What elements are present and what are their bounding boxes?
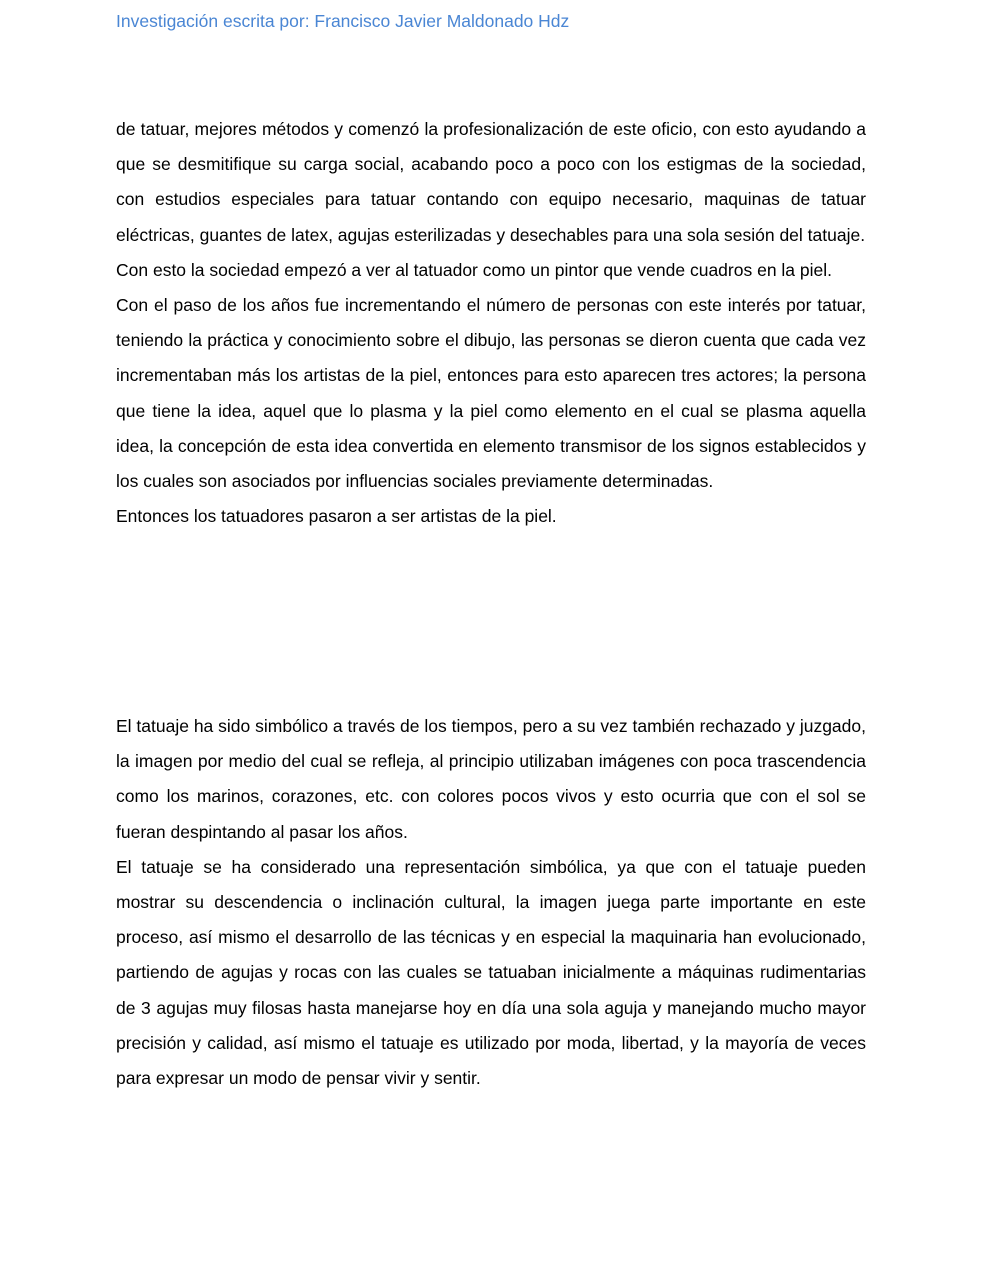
paragraph: El tatuaje ha sido simbólico a través de los tiempos, pero a su vez también rechazado y juzgado, la imagen por medio del cual se refleja, al principio utilizaban imágenes con poca trascendencia como los marinos, corazones, etc. con colores pocos vivos y esto ocurria que con el sol se fueran despintando al pasar los años. <box>116 716 866 842</box>
paragraph: El tatuaje se ha considerado una representación simbólica, ya que con el tatuaje pueden mostrar su descendencia o inclinación cultural, la imagen juega parte importante en este proceso, así mismo el desarrollo de las técnicas y en especial la maquinaria han evolucionado, partiendo de agujas y rocas con las cuales se tatuaban inicialmente a máquinas rudimentarias de 3 agujas muy filosas hasta manejarse hoy en día una sola aguja y manejando mucho mayor precisión y calidad, así mismo el tatuaje es utilizado por moda, libertad, y la mayoría de veces para expresar un modo de pensar vivir y sentir. <box>116 856 866 1089</box>
page-header: Investigación escrita por: Francisco Javier Maldonado Hdz <box>116 11 570 31</box>
paragraph: Con esto la sociedad empezó a ver al tatuador como un pintor que vende cuadros en la piel. <box>116 259 833 280</box>
text-block-1 <box>116 112 866 534</box>
paragraph: Entonces los tatuadores pasaron a ser artistas de la piel. <box>116 506 557 527</box>
paragraph: de tatuar, mejores métodos y comenzó la profesionalización de este oficio, con esto ayudando a que se desmitifique su carga social, acabando poco a poco con los estigmas de la sociedad, con estudios especiales para tatuar contando con equipo necesario, maquinas de tatuar eléctricas, guantes de latex, agujas esterilizadas y desechables para una sola sesión del tatuaje. <box>116 119 866 245</box>
text-block-2 <box>116 709 866 1096</box>
paragraph: Con el paso de los años fue incrementando el número de personas con este interés por tatuar, teniendo la práctica y conocimiento sobre el dibujo, las personas se dieron cuenta que cada vez incrementaban más los artistas de la piel, entonces para esto aparecen tres actores; la persona que tiene la idea, aquel que lo plasma y la piel como elemento en el cual se plasma aquella idea, la concepción de esta idea convertida en elemento transmisor de los signos establecidos y los cuales son asociados por influencias sociales previamente determinadas. <box>116 295 866 492</box>
